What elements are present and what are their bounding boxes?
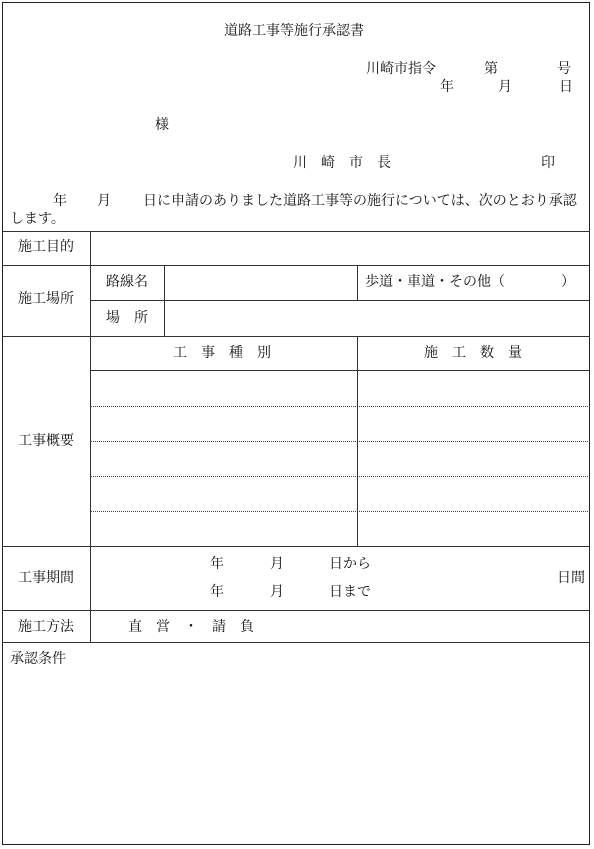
reference-go: 号 (557, 61, 571, 77)
rule-line (3, 610, 590, 611)
rule-line (3, 642, 590, 643)
column-divider (357, 336, 358, 546)
period-from-year: 年 (210, 556, 224, 572)
period-from-day: 日から (329, 556, 371, 572)
conditions-field[interactable] (4, 670, 588, 842)
dotted-rule (90, 406, 590, 407)
rule-line (3, 546, 590, 547)
route-label: 路線名 (106, 274, 148, 290)
period-from-month: 月 (270, 556, 284, 572)
work-type-header: 工 事 種 別 (173, 345, 271, 361)
issuer-name: 川 崎 市 長 (293, 155, 391, 171)
place-label: 場 所 (106, 310, 148, 326)
body-year: 年 (53, 193, 67, 209)
issue-date-month: 月 (498, 79, 512, 95)
period-days: 日間 (557, 570, 585, 586)
seal-mark: 印 (541, 155, 555, 171)
dotted-rule (90, 476, 590, 477)
summary-label: 工事概要 (18, 433, 74, 449)
reference-dai: 第 (484, 61, 498, 77)
period-label: 工事期間 (18, 570, 74, 586)
period-to-day: 日まで (329, 584, 371, 600)
body-month: 月 (97, 193, 111, 209)
rule-line (90, 370, 590, 371)
issue-date-day: 日 (559, 79, 573, 95)
quantity-header: 施 工 数 量 (424, 345, 522, 361)
issue-date-year: 年 (440, 79, 454, 95)
place-field[interactable] (165, 301, 589, 335)
document-title: 道路工事等施行承認書 (224, 23, 364, 39)
method-label: 施工方法 (18, 619, 74, 635)
route-name-field[interactable] (165, 266, 356, 299)
body-text-line1: 日に申請のありました道路工事等の施行については、次のとおり承認 (143, 193, 577, 209)
column-divider (357, 265, 358, 300)
column-divider (90, 231, 91, 642)
reference-prefix: 川崎市指令 (366, 61, 436, 77)
period-to-year: 年 (210, 584, 224, 600)
dotted-rule (90, 441, 590, 442)
body-text-line2: します。 (10, 211, 65, 227)
rule-line (3, 336, 590, 337)
road-type-options[interactable]: 歩道・車道・その他（ ） (365, 274, 575, 290)
purpose-field[interactable] (91, 232, 589, 264)
purpose-label: 施工目的 (18, 239, 74, 255)
conditions-label: 承認条件 (10, 651, 66, 667)
dotted-rule (90, 511, 590, 512)
location-label: 施工場所 (18, 291, 74, 307)
method-options[interactable]: 直 営 ・ 請 負 (128, 619, 254, 635)
period-to-month: 月 (270, 584, 284, 600)
addressee-suffix: 様 (155, 117, 169, 133)
